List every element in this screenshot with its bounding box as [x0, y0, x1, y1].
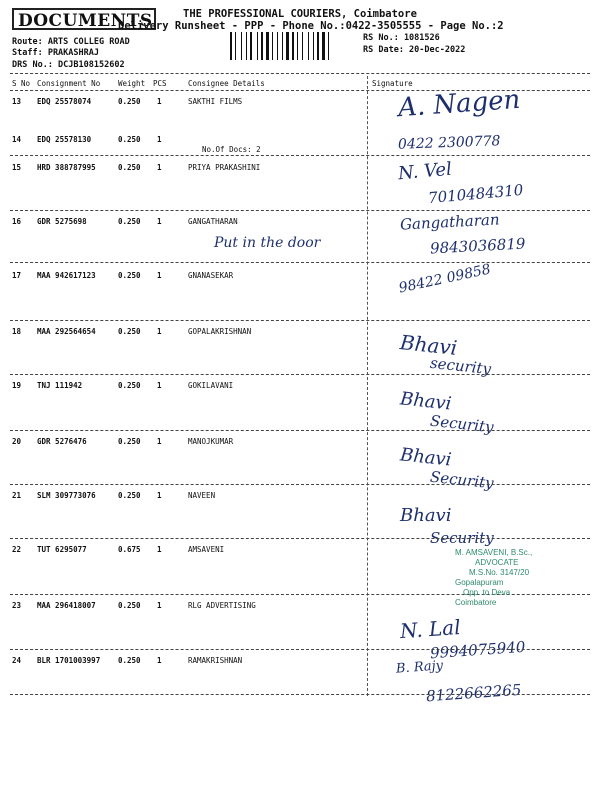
row-sno: 14 — [12, 135, 22, 144]
row-pcs: 1 — [157, 271, 162, 280]
barcode-bar — [253, 32, 256, 60]
barcode-bar — [248, 32, 249, 60]
row-sno: 22 — [12, 545, 22, 554]
row-signature-note: 9843036819 — [429, 234, 526, 258]
barcode-bar — [264, 32, 265, 60]
row-weight: 0.250 — [118, 97, 141, 106]
row-sno: 15 — [12, 163, 22, 172]
barcode-bar — [259, 32, 260, 60]
row-weight: 0.250 — [118, 656, 141, 665]
seal-line: M.S.No. 3147/20 — [469, 568, 530, 577]
row-pcs: 1 — [157, 97, 162, 106]
row-consignee: GANGATHARAN — [188, 217, 238, 226]
row-signature: 0422 2300778 — [397, 133, 501, 153]
row-weight: 0.675 — [118, 545, 141, 554]
barcode-bar — [284, 32, 285, 60]
col-sno: S No — [12, 79, 31, 88]
row-sno: 21 — [12, 491, 22, 500]
row-consignment-no: MAA 292564654 — [37, 327, 96, 336]
barcode-bar — [272, 32, 273, 60]
row-signature: 98422 09858 — [397, 261, 493, 297]
row-pcs: 1 — [157, 601, 162, 610]
barcode-bar — [274, 32, 276, 60]
row-weight: 0.250 — [118, 381, 141, 390]
row-divider — [10, 538, 590, 539]
row-consignment-no: BLR 1701003997 — [37, 656, 101, 665]
row-divider — [10, 320, 590, 321]
col-pcs: PCS — [153, 79, 167, 88]
barcode — [230, 32, 358, 60]
barcode-bar — [308, 32, 309, 60]
row-consignee: RLG ADVERTISING — [188, 601, 256, 610]
row-signature: B. Rajy — [395, 658, 444, 677]
row-sno: 16 — [12, 217, 22, 226]
staff-label: Staff: PRAKASHRAJ — [12, 48, 99, 58]
row-consignee: SAKTHI FILMS — [188, 97, 243, 106]
barcode-bar — [235, 32, 236, 60]
row-weight: 0.250 — [118, 135, 141, 144]
barcode-bar — [328, 32, 329, 60]
barcode-bar — [286, 32, 289, 60]
col-consignee: Consignee Details — [188, 79, 265, 88]
seal-line: M. AMSAVENI, B.Sc., — [455, 548, 533, 557]
row-consignment-no: TUT 6295077 — [37, 545, 87, 554]
row-divider — [10, 484, 590, 485]
row-consignee: NAVEEN — [188, 491, 216, 500]
row-consignee: RAMAKRISHNAN — [188, 656, 243, 665]
row-pcs: 1 — [157, 217, 162, 226]
runsheet-subtitle: Delivery Runsheet - PPP - Phone No.:0422-3505555 - Page No.:2 — [118, 20, 504, 32]
row-signature: Bhavi — [399, 444, 453, 471]
barcode-bar — [261, 32, 263, 60]
signature-column-divider — [367, 76, 368, 696]
seal-line: Coimbatore — [455, 598, 497, 607]
documents-stamp: DOCUMENTS — [12, 8, 156, 30]
row-pcs: 1 — [157, 381, 162, 390]
row-pcs: 1 — [157, 163, 162, 172]
barcode-bar — [326, 32, 327, 60]
rs-number: RS No.: 1081526 — [363, 33, 440, 43]
row-consignment-no: EDQ 25578074 — [37, 97, 92, 106]
barcode-bar — [241, 32, 242, 60]
row-divider — [10, 210, 590, 211]
row-signature-note: 8122662265 — [425, 680, 522, 706]
row-consignee: AMSAVENI — [188, 545, 225, 554]
row-signature-note: Security — [429, 411, 495, 437]
row-pcs: 1 — [157, 135, 162, 144]
col-signature: Signature — [372, 79, 413, 88]
barcode-bar — [297, 32, 298, 60]
barcode-bar — [299, 32, 301, 60]
row-signature-note: 9994075940 — [429, 637, 526, 663]
barcode-bar — [295, 32, 296, 60]
row-weight: 0.250 — [118, 163, 141, 172]
barcode-bar — [292, 32, 294, 60]
route-label: Route: ARTS COLLEG ROAD — [12, 37, 130, 47]
row-pcs: 1 — [157, 327, 162, 336]
col-consignment: Consignment No — [37, 79, 101, 88]
row-divider — [10, 374, 590, 375]
barcode-bar — [243, 32, 245, 60]
barcode-bar — [266, 32, 269, 60]
row-sno: 19 — [12, 381, 22, 390]
barcode-bar — [257, 32, 258, 60]
advocate-seal — [455, 548, 585, 608]
row-signature: A. Nagen — [397, 84, 522, 124]
row-sno: 18 — [12, 327, 22, 336]
row-consignment-no: EDQ 25578130 — [37, 135, 92, 144]
barcode-bar — [317, 32, 319, 60]
barcode-bar — [310, 32, 312, 60]
row-consignment-no: GDR 5275698 — [37, 217, 87, 226]
row-pcs: 1 — [157, 656, 162, 665]
barcode-bar — [230, 32, 232, 60]
barcode-bar — [315, 32, 316, 60]
seal-line: ADVOCATE — [475, 558, 519, 567]
col-weight: Weight — [118, 79, 146, 88]
row-consignee: GOKILAVANI — [188, 381, 234, 390]
barcode-bar — [290, 32, 291, 60]
row-sno: 24 — [12, 656, 22, 665]
row-weight: 0.250 — [118, 437, 141, 446]
company-title: THE PROFESSIONAL COURIERS, Coimbatore — [183, 8, 417, 20]
barcode-bar — [279, 32, 281, 60]
row-consignment-no: TNJ 111942 — [37, 381, 83, 390]
row-signature-note: Security — [429, 467, 495, 493]
seal-line: Gopalapuram — [455, 578, 504, 587]
row-sno: 17 — [12, 271, 22, 280]
barcode-bar — [320, 32, 321, 60]
row-weight: 0.250 — [118, 601, 141, 610]
row-consignee: GNANASEKAR — [188, 271, 234, 280]
row-weight: 0.250 — [118, 217, 141, 226]
row-signature: Bhavi — [400, 505, 452, 526]
delivery-note: Put in the door — [214, 235, 321, 251]
row-signature: N. Vel — [397, 158, 453, 185]
row-divider — [10, 262, 590, 263]
row-signature: N. Lal — [399, 614, 462, 644]
row-pcs: 1 — [157, 437, 162, 446]
row-signature: Gangatharan — [399, 210, 500, 234]
row-consignment-no: MAA 296418007 — [37, 601, 96, 610]
row-signature: Bhavi — [399, 388, 453, 415]
row-sno: 23 — [12, 601, 22, 610]
header-rule-top — [10, 73, 590, 74]
barcode-bar — [330, 32, 332, 60]
row-consignment-no: SLM 309773076 — [37, 491, 96, 500]
row-consignee: PRIYA PRAKASHINI — [188, 163, 261, 172]
row-divider — [10, 430, 590, 431]
barcode-bar — [302, 32, 303, 60]
row-sno: 20 — [12, 437, 22, 446]
row-consignment-no: GDR 5276476 — [37, 437, 87, 446]
row-signature: Bhavi — [398, 330, 459, 360]
barcode-bar — [322, 32, 325, 60]
row-weight: 0.250 — [118, 327, 141, 336]
seal-line: Opp. to Deva — [463, 588, 511, 597]
row-doc-count: No.Of Docs: 2 — [202, 145, 261, 154]
row-signature-note: security — [429, 353, 492, 379]
footer-rule — [10, 694, 590, 695]
rs-date: RS Date: 20-Dec-2022 — [363, 45, 466, 55]
barcode-bar — [250, 32, 252, 60]
row-pcs: 1 — [157, 545, 162, 554]
row-consignment-no: HRD 388787995 — [37, 163, 96, 172]
barcode-bar — [270, 32, 271, 60]
barcode-bar — [233, 32, 234, 60]
row-pcs: 1 — [157, 491, 162, 500]
barcode-bar — [277, 32, 278, 60]
row-consignee: GOPALAKRISHNAN — [188, 327, 252, 336]
barcode-bar — [237, 32, 240, 60]
row-divider — [10, 155, 590, 156]
row-consignment-no: MAA 942617123 — [37, 271, 96, 280]
row-consignee: MANOJKUMAR — [188, 437, 234, 446]
row-divider — [10, 649, 590, 650]
row-sno: 13 — [12, 97, 22, 106]
barcode-bar — [304, 32, 307, 60]
barcode-bar — [246, 32, 247, 60]
barcode-bar — [282, 32, 283, 60]
row-weight: 0.250 — [118, 271, 141, 280]
drs-number: DRS No.: DCJB108152602 — [12, 60, 125, 70]
row-signature-note: Security — [430, 529, 494, 547]
row-signature-note: 7010484310 — [427, 180, 525, 208]
row-weight: 0.250 — [118, 491, 141, 500]
barcode-bar — [313, 32, 314, 60]
